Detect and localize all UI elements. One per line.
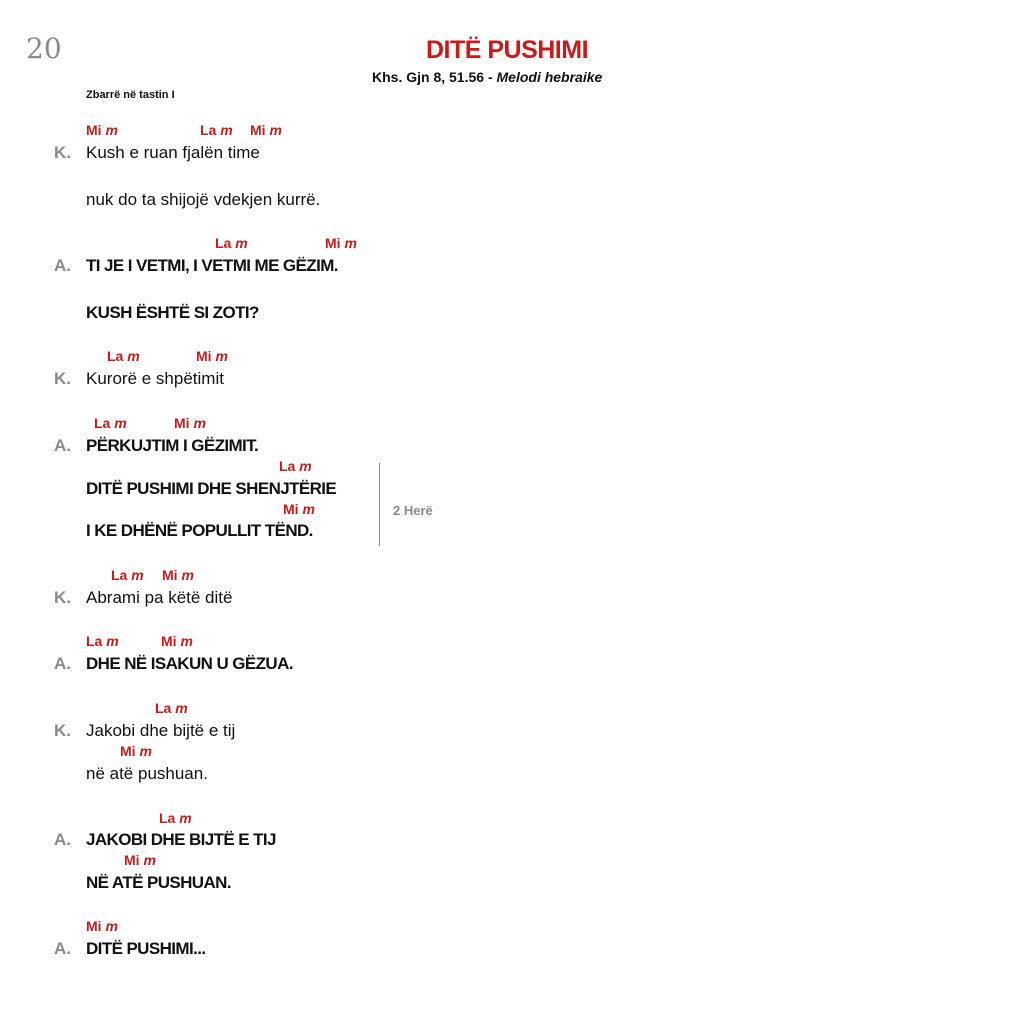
lyric-line: DITË PUSHIMI... — [86, 939, 206, 958]
chord-mi-minor: Mi m — [86, 918, 118, 934]
repeat-label: 2 Herë — [393, 503, 433, 518]
lyric-line: Abrami pa këtë ditë — [86, 588, 233, 607]
chord-la-minor: La m — [215, 235, 248, 251]
chord-mi-minor: Mi m — [325, 235, 357, 251]
chord-mi-minor: Mi m — [120, 743, 152, 759]
lyric-line: NË ATË PUSHUAN. — [86, 873, 231, 892]
role-assembly: A. — [54, 436, 71, 455]
role-assembly: A. — [54, 830, 71, 849]
lyric-line: nuk do ta shijojë vdekjen kurrë. — [86, 190, 321, 209]
song-title: DITË PUSHIMI — [425, 36, 589, 64]
chord-mi-minor: Mi m — [161, 633, 193, 649]
chord-la-minor: La m — [155, 700, 188, 716]
chord-la-minor: La m — [159, 810, 192, 826]
lyric-line: Kush e ruan fjalën time — [86, 143, 260, 162]
repeat-bracket — [379, 463, 380, 546]
chord-mi-minor: Mi m — [174, 415, 206, 431]
lyric-line: PËRKUJTIM I GËZIMIT. — [86, 436, 259, 455]
role-cantor: K. — [54, 143, 71, 162]
lyric-line: në atë pushuan. — [86, 764, 208, 783]
lyric-line: DITË PUSHIMI DHE SHENJTËRIE — [86, 479, 337, 498]
chord-la-minor: La m — [86, 633, 119, 649]
lyric-line: I KE DHËNË POPULLIT TËND. — [86, 521, 313, 540]
page-number: 20 — [26, 32, 62, 65]
chord-mi-minor: Mi m — [86, 122, 118, 138]
chord-mi-minor: Mi m — [124, 852, 156, 868]
role-assembly: A. — [54, 256, 71, 275]
role-cantor: K. — [54, 721, 71, 740]
chord-la-minor: La m — [200, 122, 233, 138]
lyric-line: JAKOBI DHE BIJTË E TIJ — [86, 830, 276, 849]
role-assembly: A. — [54, 939, 71, 958]
lyric-line: Kurorë e shpëtimit — [86, 369, 224, 388]
chord-mi-minor: Mi m — [250, 122, 282, 138]
role-cantor: K. — [54, 369, 71, 388]
melody-note: Melodi hebraike — [496, 69, 603, 85]
chord-la-minor: La m — [107, 348, 140, 364]
key-note: Zbarrë në tastin I — [86, 89, 175, 101]
role-assembly: A. — [54, 654, 71, 673]
lyric-line: DHE NË ISAKUN U GËZUA. — [86, 654, 293, 673]
chord-la-minor: La m — [111, 567, 144, 583]
lyric-line: TI JE I VETMI, I VETMI ME GËZIM. — [86, 256, 338, 275]
scripture-reference: Khs. Gjn 8, 51.56 - — [372, 69, 497, 85]
chord-mi-minor: Mi m — [283, 501, 315, 517]
chord-la-minor: La m — [94, 415, 127, 431]
chord-mi-minor: Mi m — [162, 567, 194, 583]
chord-mi-minor: Mi m — [196, 348, 228, 364]
lyric-line: Jakobi dhe bijtë e tij — [86, 721, 236, 740]
role-cantor: K. — [54, 588, 71, 607]
lyric-line: KUSH ËSHTË SI ZOTI? — [86, 303, 259, 322]
song-source — [372, 69, 602, 85]
chord-la-minor: La m — [279, 458, 312, 474]
